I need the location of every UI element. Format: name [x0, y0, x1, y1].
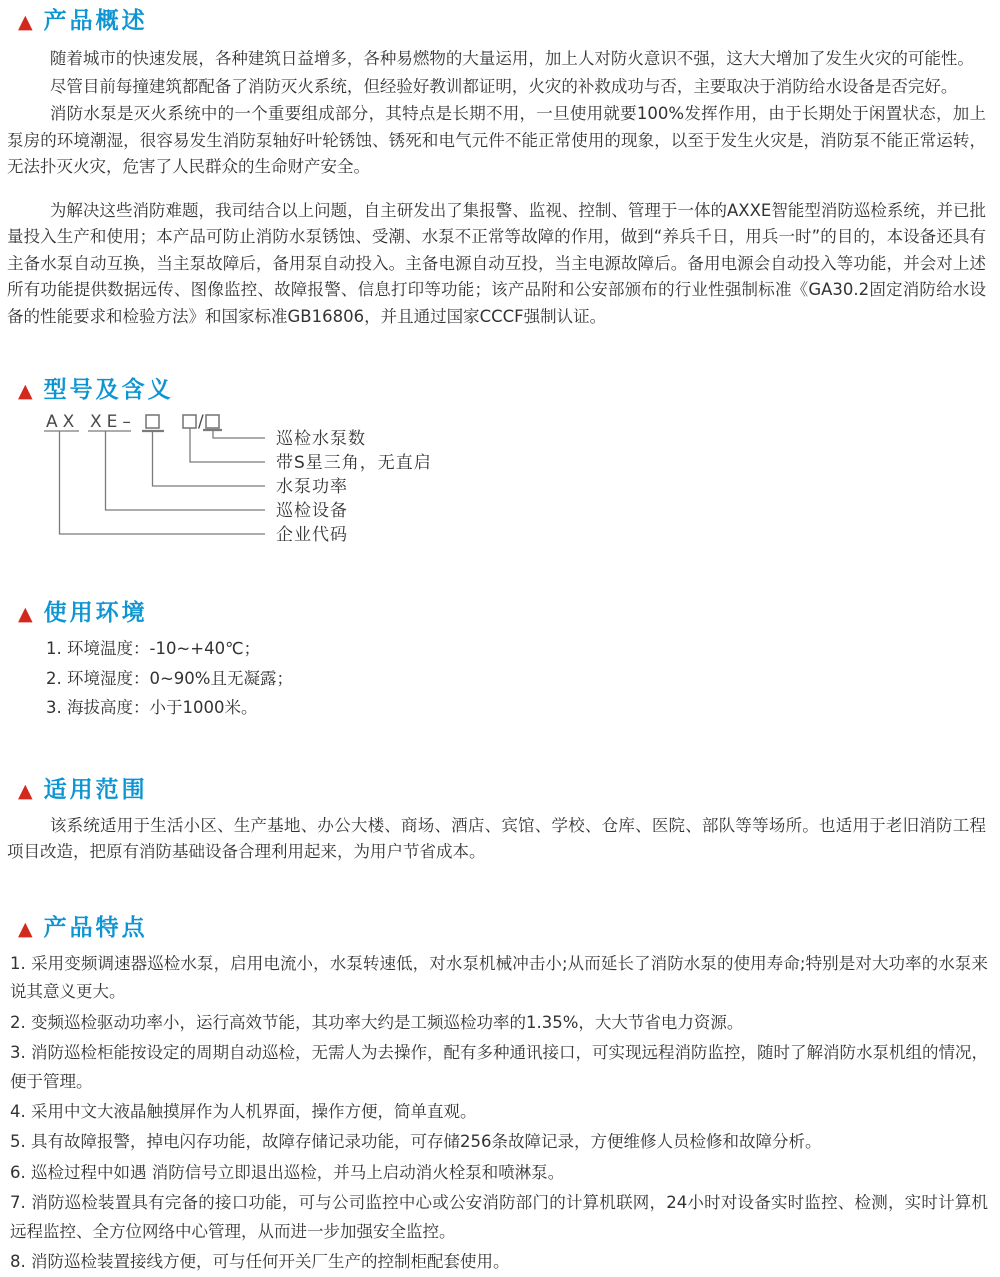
list-item: 7. 消防巡检装置具有完备的接口功能，可与公司监控中心或公安消防部门的计算机联网，24小时对设备实时监控、检测，实时计算机远程监控、全方位网络中心管理，从而进一步加强安全监控。: [10, 1193, 988, 1241]
overview-paragraphs: [7, 46, 986, 330]
list-item: 2. 环境湿度：0~90%且无凝露；: [46, 668, 293, 688]
model-label-inspect-device: 巡检设备: [276, 501, 348, 521]
section-title: 使用环境: [43, 600, 148, 626]
list-item: 1. 采用变频调速器巡检水泵，启用电流小，水泵转速低，对水泵机械冲击小;从而延长了消防水泵的使用寿命;特别是对大功率的水泵来说其意义更大。: [10, 954, 988, 1002]
list-item: 3. 海拔高度：小于1000米。: [46, 698, 258, 717]
red-triangle-icon: ▲: [18, 11, 33, 34]
red-triangle-icon: ▲: [18, 918, 33, 941]
paragraph: 尽管目前每撞建筑都配备了消防灭火系统，但经验好教训都证明，火灾的补救成功与否，主要取决于消防给水设备是否完好。: [49, 76, 958, 96]
list-item: 1. 环境温度：-10~+40℃；: [46, 639, 261, 658]
section-heading-features: [18, 915, 148, 943]
paragraph: 为解决这些消防难题，我司结合以上问题，自主研发出了集报警、监视、控制、管理于一体的AXXE智能型消防巡检系统，并已批量投入生产和使用；本产品可防止消防水泵锈蚀、受潮、水泵不正常等故障的作用，做到“养兵千日，用兵一时”的目的，本设备还具有主备水泵自动互换，当主泵故障后，备用泵自动投入。主备电源自动互投，当主电源故障后。备用电源会自动投入等功能，并会对上述所有功能提供数据远传、图像监控、故障报警、信息打印等功能；该产品附和公安部颁布的行业性强制标准《GA30.2固定消防给水设备的性能要求和检验方法》和国家标准GB16806，并且通过国家CCCF强制认证。: [7, 200, 986, 326]
paragraph: 随着城市的快速发展，各种建筑日益增多，各种易燃物的大量运用，加上人对防火意识不强，这大大增加了发生火灾的可能性。: [49, 49, 974, 68]
environment-list: [46, 640, 293, 729]
section-heading-overview: [18, 8, 148, 36]
list-item: 8. 消防巡检装置接线方便，可与任何开关厂生产的控制柜配套使用。: [10, 1252, 510, 1272]
list-item: 5. 具有故障报警，掉电闪存功能，故障存储记录功能，可存储256条故障记录，方便维修人员检修和故障分析。: [10, 1132, 822, 1152]
connector-line: [213, 430, 265, 438]
scope-paragraph: [7, 813, 986, 865]
section-title: 型号及含义: [43, 377, 174, 403]
model-label-company-code: 企业代码: [276, 525, 348, 545]
red-triangle-icon: ▲: [18, 603, 33, 626]
list-item: 3. 消防巡检柜能按设定的周期自动巡检，无需人为去操作，配有多种通讯接口，可实现远程消防监控，随时了解消防水泵机组的情况，便于管理。: [10, 1043, 988, 1091]
model-label-pump-power: 水泵功率: [276, 477, 348, 497]
model-label-star-delta: 带S星三角，无直启: [276, 453, 432, 473]
model-code-company: AX: [46, 412, 80, 432]
section-heading-scope: [18, 777, 148, 805]
connector-line: [60, 431, 266, 534]
model-code-diagram: [0, 408, 620, 556]
section-title: 产品特点: [43, 915, 148, 941]
paragraph: 该系统适用于生活小区、生产基地、办公大楼、商场、酒店、宾馆、学校、仓库、医院、部队等等场所。也适用于老旧消防工程项目改造，把原有消防基础设备合理利用起来，为用户节省成本。: [7, 816, 986, 861]
paragraph: 消防水泵是灭火系统中的一个重要组成部分，其特点是长期不用，一旦使用就要100%发挥作用，由于长期处于闲置状态，加上泵房的环境潮湿，很容易发生消防泵轴好叶轮锈蚀、锈死和电气元件不能正常使用的现象，以至于发生火灾是，消防泵不能正常运转，无法扑灭火灾，危害了人民群众的生命财产安全。: [7, 104, 986, 176]
model-box-icon: [183, 415, 196, 428]
section-heading-environment: [18, 600, 148, 628]
red-triangle-icon: ▲: [18, 380, 33, 403]
model-box-icon: [146, 415, 159, 428]
connector-line: [190, 428, 265, 462]
list-item: 4. 采用中文大液晶触摸屏作为人机界面，操作方便，简单直观。: [10, 1102, 477, 1122]
model-code-device: XE–: [90, 412, 136, 432]
model-code-slash: /: [198, 412, 209, 432]
section-title: 适用范围: [43, 777, 148, 803]
red-triangle-icon: ▲: [18, 780, 33, 803]
model-label-pump-count: 巡检水泵数: [276, 429, 366, 449]
connector-line: [153, 431, 266, 486]
features-list: [10, 950, 988, 1277]
section-heading-model: [18, 377, 174, 405]
section-title: 产品概述: [43, 8, 148, 34]
list-item: 2. 变频巡检驱动功率小，运行高效节能，其功率大约是工频巡检功率的1.35%，大大节省电力资源。: [10, 1012, 744, 1032]
connector-line: [106, 431, 266, 510]
list-item: 6. 巡检过程中如遇 消防信号立即退出巡检，并马上启动消火栓泵和喷淋泵。: [10, 1162, 565, 1182]
